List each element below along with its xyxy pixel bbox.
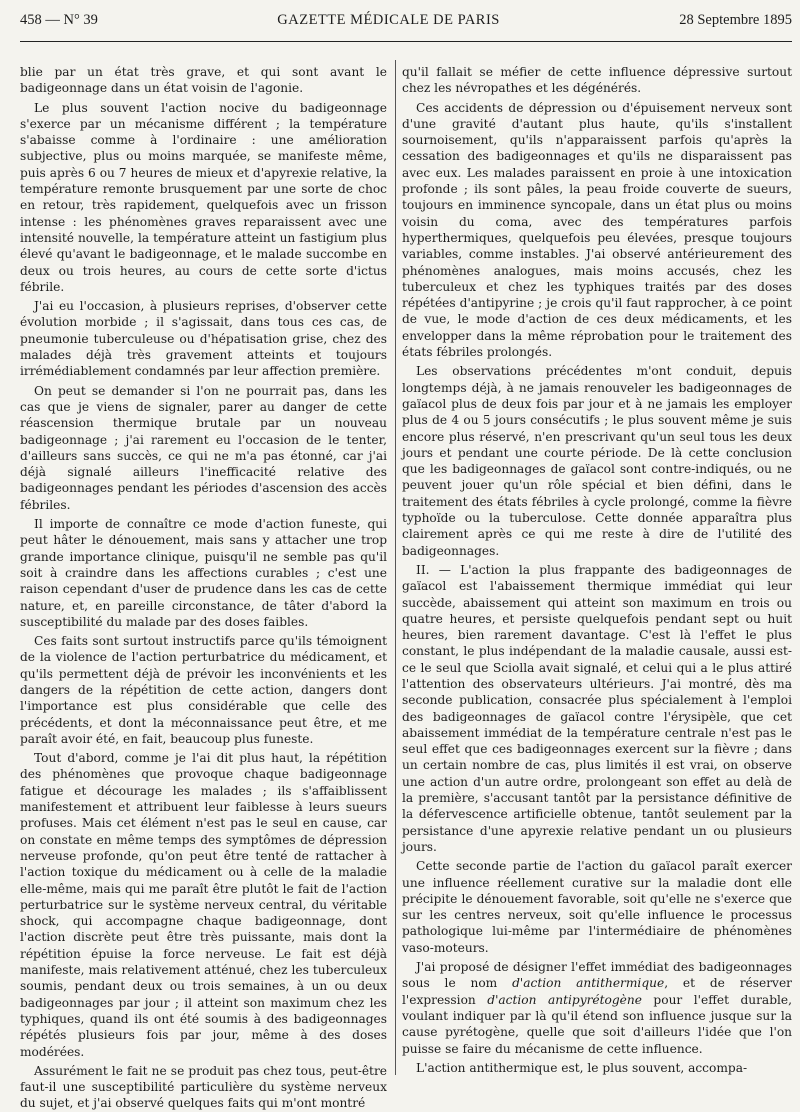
paragraph: Ces accidents de dépression ou d'épuisement nerveux sont d'une gravité d'autant plus haute, qu'ils s'installent sournoisement, qu'ils n'apparaissent parfois qu'après la cessation des badigeonnages et qu'ils ne disparaissent pas avec eux. Les malades paraissent en proie à une intoxication profonde ; ils sont pâles, la peau froide couverte de sueurs, toujours en imminence syncopale, dans un état plus ou moins voisin du coma, avec des températures parfois hyperthermiques, quelquefois peu élevées, presque toujours variables, comme instables. J'ai observé antérieurement des phénomènes analogues, mais moins accusés, chez les tuberculeux et chez les typhiques traités par des doses répétées d'antipyrine ; je crois qu'il faut rapprocher, à ce point de vue, le mode d'action de ces deux médicaments, et les envelopper dans la même réprobation pour le traitement des états fébriles prolongés. (402, 100, 792, 360)
running-head (20, 12, 792, 42)
paragraph: L'action antithermique est, le plus souvent, accompa- (416, 1060, 748, 1075)
text-run: , et de réserver l'expression (402, 976, 792, 1007)
italic-term: d'action antithermique (512, 976, 665, 991)
left-column (20, 64, 387, 1111)
paragraph: Il importe de connaître ce mode d'action funeste, qui peut hâter le dénouement, mais sans y attacher une trop grande importance clinique, puisqu'il ne semble pas qu'il soit à craindre dans les affections curables ; c'est une raison cependant d'user de prudence dans les cas de cette nature, et, en pareille circonstance, de tâter d'abord la susceptibilité du malade par des doses faibles. (20, 517, 387, 629)
text-run: pour l'effet durable, voulant indiquer par là qu'il étend son influence jusque sur la cause pyrétogène, quelle que soit d'ailleurs l'idée que l'on puisse se faire du mécanisme de cette influence. (402, 992, 792, 1056)
paragraph: blie par un état très grave, et qui sont avant le badigeonnage dans un état voisin de l'agonie. (20, 65, 387, 96)
paragraph: Le plus souvent l'action nocive du badigeonnage s'exerce par un mécanisme différent ; la température s'abaisse comme à l'ordinaire : une amélioration subjective, plus ou moins marquée, se manifeste même, puis après 6 ou 7 heures de mieux et d'apyrexie relative, la température remonte brusquement par une sorte de choc en retour, très rapidement, quelquefois avec un frisson intense : les phénomènes graves reparaissent avec une intensité nouvelle, la température atteint un fastigium plus élevé qu'avant le badigeonnage, et le malade succombe en deux ou trois heures, au cours de cette sorte d'ictus fébrile. (20, 100, 387, 294)
italic-term: d'action antipyrétogène (487, 992, 642, 1007)
section-paragraph-ii: II. — L'action la plus frappante des badigeonnages de gaïacol est l'abaissement thermique immédiat qui leur succède, abaissement qui atteint son maximum en trois ou quatre heures, et persiste quelquefois pendant sept ou huit heures, bien rarement davantage. C'est là l'effet le plus constant, le plus indépendant de la maladie causale, aussi est-ce le seul que Sciolla avait signalé, et celui qui a le plus attiré l'attention des observateurs ultérieurs. J'ai montré, dès ma seconde publication, consacrée plus spécialement à l'emploi des badigeonnages de gaïacol contre l'érysipèle, que cet abaissement immédiat de la température centrale n'est pas le seul effet que ces badigeonnages exercent sur la fièvre ; dans un certain nombre de cas, plus limités il est vrai, on observe une action d'un autre ordre, prolongeant son effet au delà de la première, s'accusant tantôt par la persistance définitive de la défervescence artificielle obtenue, tantôt seulement par la persistance d'une apyrexie relative pendant un ou plusieurs jours. (402, 562, 792, 854)
paragraph: Les observations précédentes m'ont conduit, depuis longtemps déjà, à ne jamais renouveler les badigeonnages de gaïacol plus de deux fois par jour et à ne jamais les employer plus de 4 ou 5 jours consécutifs ; le plus souvent même je suis encore plus réservé, n'en prescrivant qu'un seul tous les deux jours et pendant une courte période. De là cette conclusion que les badigeonnages de gaïacol sont contre-indiqués, ou ne peuvent jouer qu'un rôle spécial et bien défini, dans le traitement des états fébriles à cycle prolongé, comme la fièvre typhoïde ou la tuberculose. Cette donnée apparaîtra plus clairement après ce qui me reste à dire de l'utilité des badigeonnages. (402, 364, 792, 558)
paragraph (402, 959, 792, 1057)
paragraph: Assurément le fait ne se produit pas chez tous, peut-être faut-il une susceptibilité particulière du système nerveux du sujet, et j'ai observé quelques faits qui m'ont montré (20, 1063, 387, 1111)
journal-title: GAZETTE MÉDICALE DE PARIS (277, 12, 500, 28)
paragraph: On peut se demander si l'on ne pourrait pas, dans les cas que je viens de signaler, parer au danger de cette réascension thermique brutale par un nouveau badigeonnage ; j'ai rarement eu l'occasion de le tenter, d'ailleurs sans succès, ce qui ne m'a pas étonné, car j'ai déjà signalé ailleurs l'inefficacité relative des badigeonnages pendant les périodes d'ascension des accès fébriles. (20, 383, 387, 512)
paragraph: Ces faits sont surtout instructifs parce qu'ils témoignent de la violence de l'action perturbatrice du médicament, et qu'ils permettent déjà de prévoir les inconvénients et les dangers de la répétition de cette action, dangers dont l'importance est plus considérable que celle des précédents, et dont la méconnaissance peut être, et me paraît avoir été, en fait, beaucoup plus funeste. (20, 634, 387, 746)
page-number: 458 — N° 39 (20, 12, 98, 28)
text-run: J'ai proposé de désigner l'effet immédiat des badigeonnages sous le nom (402, 960, 792, 991)
article-body (20, 64, 792, 1111)
paragraph: qu'il fallait se méfier de cette influence dépressive surtout chez les névropathes et les dégénérés. (402, 65, 792, 96)
paragraph: Cette seconde partie de l'action du gaïacol paraît exercer une influence réellement curative sur la maladie dont elle précipite le dénouement favorable, soit qu'elle ne s'exerce que sur les centres nerveux, soit qu'elle influence le processus pathologique lui-même par l'intermédiaire de phénomènes vaso-moteurs. (402, 859, 792, 955)
paragraph: J'ai eu l'occasion, à plusieurs reprises, d'observer cette évolution morbide ; il s'agissait, dans tous ces cas, de pneumonie tuberculeuse ou d'hépatisation grise, chez des malades déjà très gravement atteints et toujours irrémédiablement condamnés par leur affection première. (20, 299, 387, 379)
issue-date: 28 Septembre 1895 (679, 12, 792, 28)
right-column (402, 64, 792, 1079)
paragraph: Tout d'abord, comme je l'ai dit plus haut, la répétition des phénomènes que provoque chaque badigeonnage fatigue et décourage les malades ; ils s'affaiblissent manifestement et attribuent leur faiblesse à leurs sueurs profuses. Mais cet élément n'est pas le seul en cause, car on constate en même temps des symptômes de dépression nerveuse profonde, qu'on peut être tenté de rattacher à l'action toxique du médicament ou à celle de la maladie elle-même, mais qui me paraît être plutôt le fait de l'action perturbatrice sur le système nerveux central, du véritable shock, qui accompagne chaque badigeonnage, dont l'action discrète peut être très puissante, mais dont la répétition épuise la force nerveuse. Le fait est déjà manifeste, mais relativement atténué, chez les tuberculeux soumis, pendant deux ou trois semaines, à un ou deux badigeonnages par jour ; il atteint son maximum chez les typhiques, quand ils ont été soumis à des badigeonnages répétés plusieurs fois par jour, même à des doses modérées. (20, 751, 387, 1059)
